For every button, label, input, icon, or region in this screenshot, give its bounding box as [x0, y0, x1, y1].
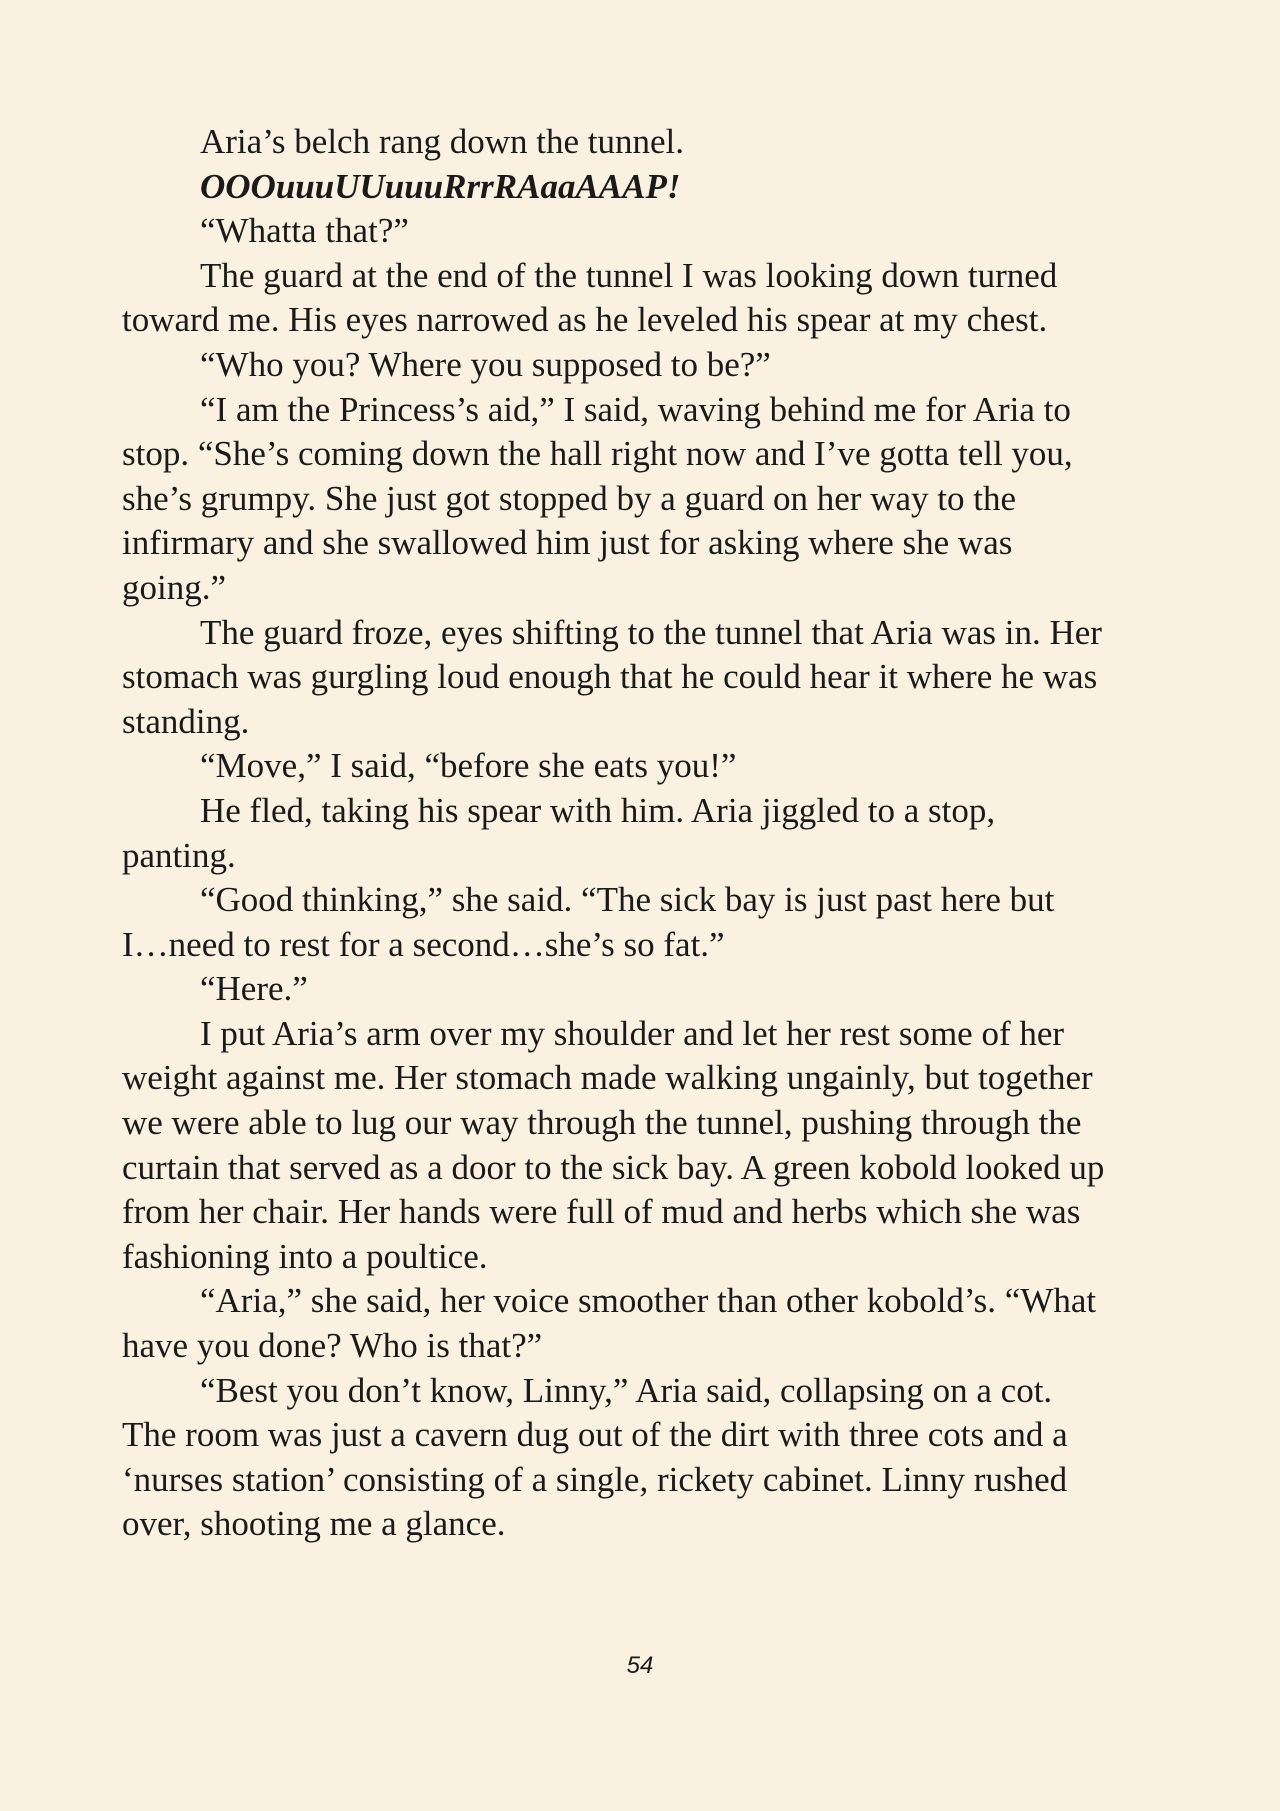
text-line: “Best you don’t know, Linny,” Aria said, collapsing on a cot.	[200, 1370, 1053, 1410]
text-line: “Here.”	[200, 969, 308, 1009]
text-line: Aria’s belch rang down the tunnel.	[200, 122, 685, 161]
text-line: toward me. His eyes narrowed as he leveled his spear at my chest.	[122, 300, 1048, 340]
text-line: infirmary and she swallowed him just for asking where she was	[122, 523, 1013, 563]
text-line: ‘nurses station’ consisting of a single, rickety cabinet. Linny rushed	[122, 1459, 1068, 1499]
text-line: panting.	[122, 835, 236, 875]
page-number: 54	[626, 1652, 654, 1679]
text-line: “Good thinking,” she said. “The sick bay is just past here but	[200, 880, 1055, 920]
text-line: from her chair. Her hands were full of mud and herbs which she was	[122, 1192, 1081, 1232]
text-line: over, shooting me a glance.	[122, 1504, 506, 1544]
text-line: have you done? Who is that?”	[122, 1326, 543, 1366]
body-text	[122, 120, 1162, 1547]
text-line: weight against me. Her stomach made walking ungainly, but together	[122, 1058, 1093, 1098]
text-line: stomach was gurgling loud enough that he could hear it where he was	[122, 657, 1098, 697]
text-line: “Move,” I said, “before she eats you!”	[200, 746, 737, 786]
text-line: The guard froze, eyes shifting to the tunnel that Aria was in. Her	[200, 612, 1102, 652]
text-line: OOOuuuUUuuuRrrRAaaAAAP!	[200, 166, 681, 206]
text-line: I put Aria’s arm over my shoulder and let her rest some of her	[200, 1013, 1065, 1053]
text-line: going.”	[122, 567, 227, 607]
text-line: I…need to rest for a second…she’s so fat.”	[122, 924, 725, 964]
text-line: “I am the Princess’s aid,” I said, waving behind me for Aria to	[200, 389, 1071, 429]
text-line: fashioning into a poultice.	[122, 1236, 488, 1276]
text-line: The guard at the end of the tunnel I was looking down turned	[200, 255, 1058, 295]
text-line: standing.	[122, 701, 250, 741]
text-line: we were able to lug our way through the tunnel, pushing through the	[122, 1103, 1082, 1143]
text-line: “Aria,” she said, her voice smoother than other kobold’s. “What	[200, 1281, 1097, 1321]
text-line: He fled, taking his spear with him. Aria jiggled to a stop,	[200, 790, 996, 830]
text-line: she’s grumpy. She just got stopped by a guard on her way to the	[122, 478, 1016, 518]
text-line: stop. “She’s coming down the hall right now and I’ve gotta tell you,	[122, 434, 1073, 474]
text-line: “Whatta that?”	[200, 211, 409, 251]
text-line: curtain that served as a door to the sick bay. A green kobold looked up	[122, 1147, 1105, 1187]
text-line: The room was just a cavern dug out of the dirt with three cots and a	[122, 1415, 1068, 1455]
text-line: “Who you? Where you supposed to be?”	[200, 344, 771, 384]
